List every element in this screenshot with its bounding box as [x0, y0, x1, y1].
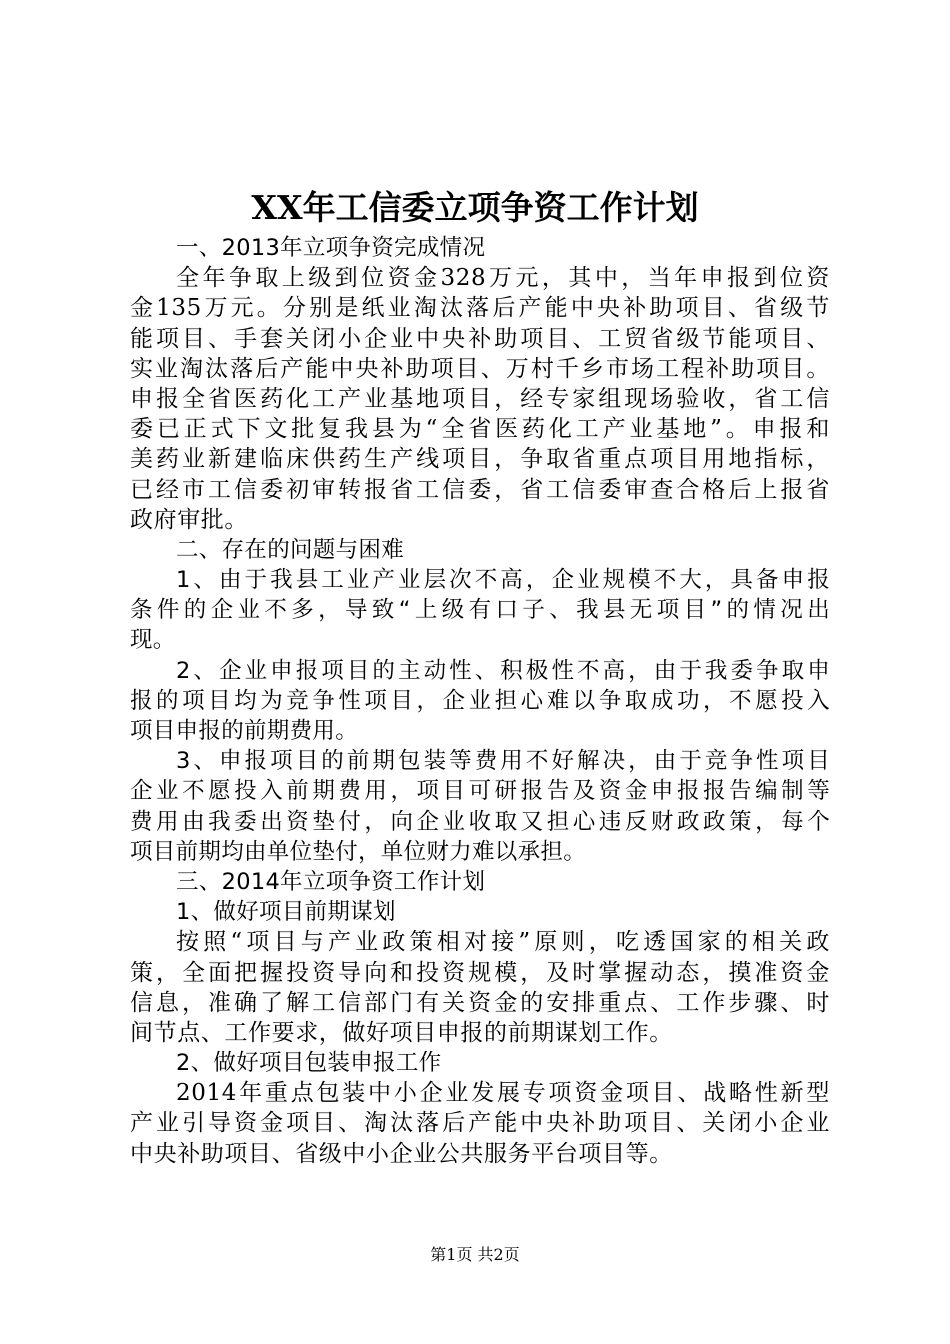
paragraph-line: 已经市工信委初审转报省工信委，省工信委审查合格后上报省 [130, 476, 830, 503]
paragraph-line: 美药业新建临床供药生产线项目，争取省重点项目用地指标， [130, 446, 830, 473]
page-number-footer: 第1页 共2页 [430, 1245, 520, 1264]
paragraph-line: 实业淘汰落后产能中央补助项目、万村千乡市场工程补助项目。 [130, 355, 830, 382]
paragraph-line: 企业不愿投入前期费用，项目可研报告及资金申报报告编制等 [130, 778, 830, 805]
paragraph-line: 项目前期均由单位垫付，单位财力难以承担。 [130, 838, 587, 865]
paragraph-line: 政府审批。 [130, 506, 248, 533]
paragraph-line: 间节点、工作要求，做好项目申报的前期谋划工作。 [130, 1019, 673, 1046]
paragraph-line: 产业引导资金项目、淘汰落后产能中央补助项目、关闭小企业 [130, 1110, 830, 1137]
paragraph-line: 申报全省医药化工产业基地项目，经专家组现场验收，省工信 [130, 385, 830, 412]
paragraph-line: 条件的企业不多，导致“上级有口子、我县无项目”的情况出 [130, 597, 830, 624]
paragraph-line: 全年争取上级到位资金328万元，其中，当年申报到位资 [176, 265, 830, 292]
document-title: XX年工信委立项争资工作计划 [251, 188, 699, 227]
paragraph-line: 现。 [130, 627, 176, 654]
paragraph-line: 1、由于我县工业产业层次不高，企业规模不大，具备申报 [176, 567, 830, 594]
subsection-heading: 1、做好项目前期谋划 [176, 899, 396, 926]
paragraph-line: 信息，准确了解工信部门有关资金的安排重点、工作步骤、时 [130, 989, 830, 1016]
section-heading: 一、2013年立项争资完成情况 [176, 235, 486, 261]
paragraph-line: 能项目、手套关闭小企业中央补助项目、工贸省级节能项目、 [130, 325, 830, 352]
paragraph-line: 项目申报的前期费用。 [130, 718, 359, 744]
section-heading: 二、存在的问题与困难 [176, 536, 405, 563]
document-body [130, 233, 830, 1169]
paragraph-line: 中央补助项目、省级中小企业公共服务平台项目等。 [130, 1140, 673, 1167]
paragraph-line: 按照“项目与产业政策相对接”原则，吃透国家的相关政 [176, 929, 830, 956]
paragraph-line: 策，全面把握投资导向和投资规模，及时掌握动态，摸准资金 [130, 959, 830, 986]
paragraph-line: 报的项目均为竞争性项目，企业担心难以争取成功，不愿投入 [130, 687, 830, 714]
section-heading: 三、2014年立项争资工作计划 [176, 868, 486, 895]
paragraph-line: 2、企业申报项目的主动性、积极性不高，由于我委争取申 [176, 657, 830, 684]
paragraph-line: 金135万元。分别是纸业淘汰落后产能中央补助项目、省级节 [130, 295, 830, 322]
subsection-heading: 2、做好项目包装申报工作 [176, 1050, 442, 1077]
paragraph-line: 2014年重点包装中小企业发展专项资金项目、战略性新型 [176, 1080, 830, 1107]
paragraph-line: 委已正式下文批复我县为“全省医药化工产业基地”。申报和 [130, 416, 830, 443]
paragraph-line: 费用由我委出资垫付，向企业收取又担心违反财政政策，每个 [130, 808, 830, 835]
paragraph-line: 3、申报项目的前期包装等费用不好解决，由于竞争性项目 [176, 748, 830, 775]
